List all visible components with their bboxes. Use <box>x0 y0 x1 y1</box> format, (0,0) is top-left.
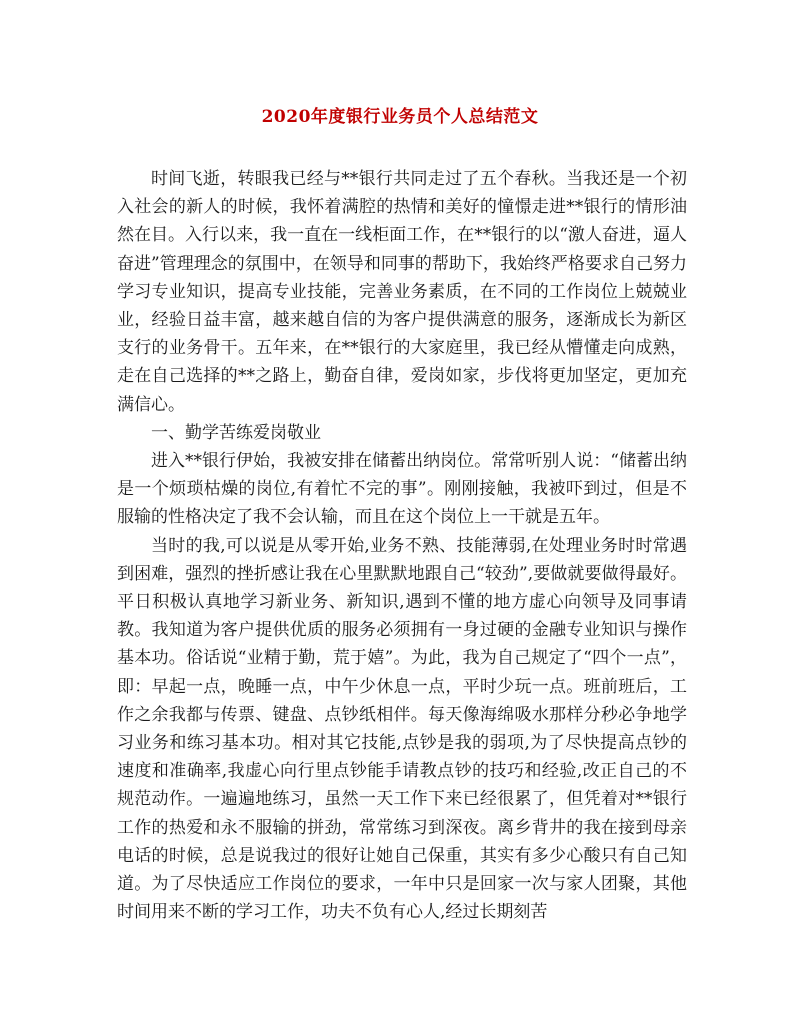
section-heading: 一、勤学苦练爱岗敬业 <box>151 422 321 443</box>
paragraph-learning: 当时的我,可以说是从零开始,业务不熟、技能薄弱,在处理业务时时常遇到困难，强烈的挫折感让我在心里默默地跟自己“较劲”,要做就要做得最好。平日积极认真地学习新业务、新知识,遇到不懂的地方虚心向领导及同事请教。我知道为客户提供优质的服务必须拥有一身过硬的金融专业知识与操作基本功。俗话说“业精于勤，荒于嬉”。为此，我为自己规定了“四个一点”，即：早起一点，晚睡一点，中午少休息一点，平时少玩一点。班前班后，工作之余我都与传票、键盘、点钞纸相伴。每天像海绵吸水那样分秒必争地学习业务和练习基本功。相对其它技能,点钞是我的弱项,为了尽快提高点钞的速度和准确率,我虚心向行里点钞能手请教点钞的技巧和经验,改正自己的不规范动作。一遍遍地练习，虽然一天工作下来已经很累了，但凭着对**银行工作的热爱和永不服输的拼劲，常常练习到深夜。离乡背井的我在接到母亲电话的时候，总是说我过的很好让她自己保重，其实有多少心酸只有自己知道。为了尽快适应工作岗位的要求，一年中只是回家一次与家人团聚，其他时间用来不断的学习工作，功夫不负有心人,经过长期刻苦 <box>117 535 687 923</box>
document-title: 2020年度银行业务员个人总结范文 <box>261 107 539 127</box>
document-body <box>117 165 687 926</box>
paragraph-intro: 时间飞逝，转眼我已经与**银行共同走过了五个春秋。当我还是一个初入社会的新人的时候，我怀着满腔的热情和美好的憧憬走进**银行的情形油然在目。入行以来，我一直在一线柜面工作，在**银行的以“激人奋进，逼人奋进”管理理念的氛围中，在领导和同事的帮助下，我始终严格要求自己努力学习专业知识，提高专业技能，完善业务素质，在不同的工作岗位上兢兢业业，经验日益丰富，越来越自信的为客户提供满意的服务，逐渐成长为新区支行的业务骨干。五年来，在**银行的大家庭里，我已经从懵懂走向成熟，走在自己选择的**之路上，勤奋自律，爱岗如家，步伐将更加坚定，更加充满信心。 <box>117 169 687 415</box>
paragraph-teller-post: 进入**银行伊始，我被安排在储蓄出纳岗位。常常听别人说：“储蓄出纳是一个烦琐枯燥的岗位,有着忙不完的事”。刚刚接触，我被吓到过，但是不服输的性格决定了我不会认输，而且在这个岗位上一干就是五年。 <box>117 451 687 528</box>
